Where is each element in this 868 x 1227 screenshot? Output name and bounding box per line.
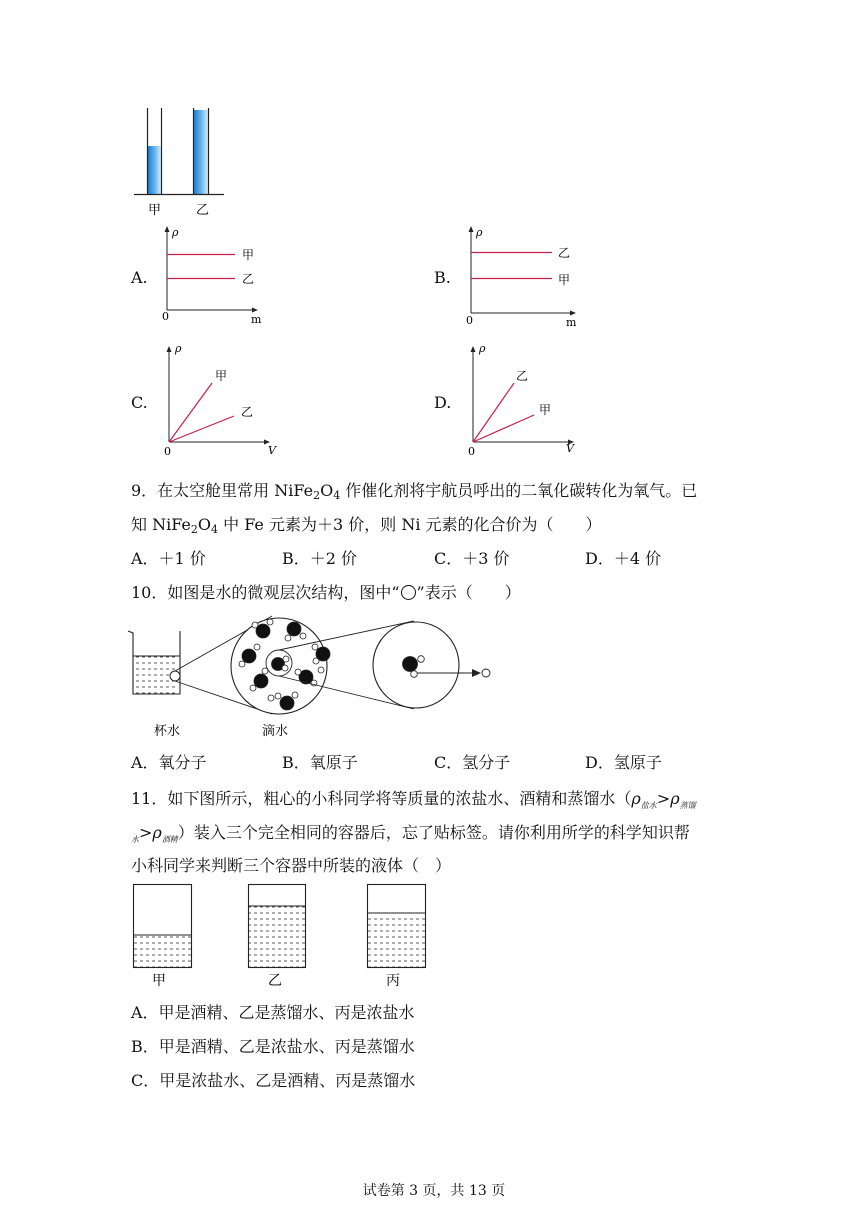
- origin-label: 0: [468, 445, 475, 458]
- q9-sub-4: 4: [333, 489, 341, 502]
- x-axis-label: V: [268, 444, 276, 457]
- q9-line2-start: 知 NiFe: [131, 515, 191, 534]
- label-cup-of-water: 杯水: [154, 724, 181, 739]
- x-axis-label: m: [251, 313, 262, 326]
- option-d-letter: D.: [434, 393, 452, 412]
- x-axis-arrow: [252, 308, 258, 313]
- water-drop-circle: [231, 618, 330, 714]
- q9-option-d[interactable]: D．＋4 价: [585, 549, 662, 568]
- line-shallow-label: 甲: [539, 403, 552, 417]
- sub-distilled-a: 蒸馏: [679, 801, 696, 810]
- x-axis-arrow: [570, 311, 576, 316]
- y-axis-label: ρ: [476, 226, 483, 239]
- line-steep-label: 乙: [516, 369, 529, 383]
- q9-option-a[interactable]: A．＋1 价: [131, 549, 206, 568]
- tube-label-jia: 甲: [148, 203, 162, 218]
- line-shallow-label: 乙: [241, 405, 254, 419]
- sub-alcohol: 酒精: [161, 835, 178, 844]
- sub-distilled-b: 水: [131, 835, 139, 844]
- q10-stem: [131, 580, 521, 603]
- tube-jia: [148, 108, 162, 194]
- arrow-head-icon: [472, 669, 481, 677]
- y-axis-label: ρ: [479, 342, 486, 355]
- q10-option-d[interactable]: D．氢原子: [585, 753, 662, 772]
- y-axis-label: ρ: [172, 226, 179, 239]
- q11-line1-text: 11．如下图所示，粗心的小科同学将等质量的浓盐水、酒精和蒸馏水（: [131, 789, 632, 808]
- beaker: [128, 631, 180, 694]
- y-axis-label: ρ: [175, 342, 182, 355]
- three-containers-figure: [128, 880, 438, 992]
- line-upper-label: 甲: [242, 248, 255, 262]
- q10-stem-end: ”表示（ ）: [416, 583, 521, 602]
- label-drop-of-water: 滴水: [262, 724, 289, 739]
- water-micro-structure-figure: [124, 606, 504, 742]
- rho-symbol-3: ρ: [152, 823, 162, 842]
- q9-line2-end: 中 Fe 元素为＋3 价，则 Ni 元素的化合价为（ ）: [218, 515, 602, 534]
- q9-line2-sub-4: 4: [211, 523, 219, 536]
- origin-label: 0: [466, 314, 473, 327]
- q9-line1-start: 9．在太空舱里常用 NiFe: [131, 481, 314, 500]
- tube-yi: [194, 108, 209, 194]
- q9-o: O: [320, 481, 334, 500]
- sub-brine: 盐水: [640, 801, 657, 810]
- container-jia: [134, 885, 192, 968]
- q9-line1: [131, 478, 697, 502]
- gt-symbol: >: [656, 789, 671, 808]
- q9-option-c[interactable]: C．＋3 价: [434, 549, 510, 568]
- q9-sub-2: 2: [313, 489, 321, 502]
- x-axis-label: V: [566, 442, 574, 455]
- q10-option-b[interactable]: B．氧原子: [282, 753, 358, 772]
- x-axis-label: m: [566, 316, 577, 329]
- container-yi: [249, 885, 306, 968]
- graph-option-a: [158, 222, 278, 328]
- q11-line2: [131, 820, 690, 845]
- y-axis-arrow: [165, 226, 170, 232]
- molecule-circle: [373, 622, 490, 708]
- tube-label-yi: 乙: [196, 203, 210, 218]
- container-label-jia: 甲: [152, 973, 166, 989]
- q11-option-b[interactable]: B．甲是酒精、乙是浓盐水、丙是蒸馏水: [131, 1037, 415, 1056]
- y-axis-arrow: [167, 346, 172, 352]
- q11-line1: [131, 786, 696, 811]
- rho-symbol-2: ρ: [670, 789, 680, 808]
- q11-option-c[interactable]: C．甲是浓盐水、乙是酒精、丙是蒸馏水: [131, 1071, 416, 1090]
- y-axis-arrow: [471, 346, 476, 352]
- q9-option-b[interactable]: B．＋2 价: [282, 549, 358, 568]
- graph-option-d: [462, 338, 586, 462]
- line-upper-label: 乙: [558, 246, 571, 260]
- q11-option-a[interactable]: A．甲是酒精、乙是蒸馏水、丙是浓盐水: [131, 1003, 415, 1022]
- q11-line3: 小科同学来判断三个容器中所装的液体（ ）: [131, 856, 452, 875]
- q9-line2: [131, 512, 602, 536]
- line-steep-label: 甲: [215, 369, 228, 383]
- y-axis-arrow: [469, 226, 474, 232]
- q10-option-a[interactable]: A．氧分子: [131, 753, 207, 772]
- origin-label: 0: [162, 310, 169, 323]
- origin-label: 0: [164, 445, 171, 458]
- line-lower-label: 甲: [558, 273, 571, 287]
- q9-line1-end: 作催化剂将宇航员呼出的二氧化碳转化为氧气。已: [340, 481, 698, 500]
- graph-option-c: [158, 338, 282, 462]
- q11-line2-text: ）装入三个完全相同的容器后，忘了贴标签。请你利用所学的科学知识帮: [177, 823, 690, 842]
- q10-option-c[interactable]: C．氢分子: [434, 753, 511, 772]
- test-tubes-figure: [128, 104, 238, 220]
- page-footer: 试卷第 3 页，共 13 页: [362, 1183, 506, 1199]
- option-a-letter: A.: [131, 268, 148, 287]
- container-bing: [368, 885, 426, 968]
- line-lower-label: 乙: [242, 272, 255, 286]
- container-label-yi: 乙: [268, 973, 282, 989]
- q9-line2-o: O: [197, 515, 212, 534]
- container-label-bing: 丙: [386, 973, 400, 989]
- q9-line2-sub-2: 2: [190, 523, 198, 536]
- option-b-letter: B.: [434, 268, 451, 287]
- rho-symbol: ρ: [631, 789, 641, 808]
- graph-option-b: [462, 220, 586, 332]
- circle-symbol-icon: [401, 585, 416, 600]
- gt-symbol-2: >: [139, 823, 153, 842]
- q10-stem-start: 10．如图是水的微观层次结构，图中“: [131, 583, 400, 602]
- option-c-letter: C.: [131, 393, 148, 412]
